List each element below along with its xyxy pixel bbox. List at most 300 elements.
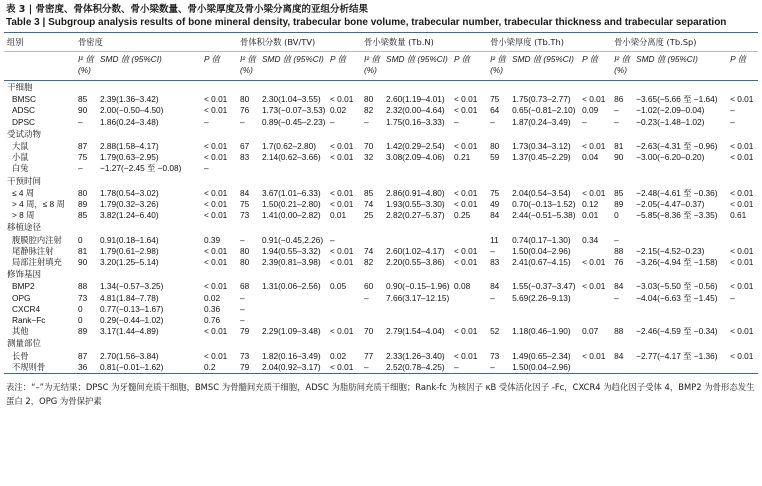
table-cell	[636, 315, 730, 326]
table-cell	[614, 315, 636, 326]
row-label: > 4 周，≤ 8 周	[12, 199, 65, 210]
table-cell: 84	[490, 281, 500, 292]
table-cell: –	[240, 234, 245, 245]
table-cell: < 0.01	[204, 187, 228, 198]
table-cell	[330, 163, 364, 174]
table-cell: 0.21	[454, 152, 471, 163]
table-row	[4, 163, 758, 174]
table-cell: 81	[614, 141, 624, 152]
table-caption	[0, 0, 762, 29]
table-cell: –	[614, 234, 619, 245]
table-cell: 0.34	[582, 234, 599, 245]
table-cell: 73	[240, 210, 250, 221]
table-cell: < 0.01	[204, 152, 228, 163]
table-cell: 3.08(2.09–4.06)	[386, 152, 445, 163]
table-cell: < 0.01	[582, 281, 606, 292]
table-cell	[614, 163, 636, 174]
table-row	[4, 315, 758, 326]
table-cell: –	[730, 292, 735, 303]
row-label: BMP2	[12, 281, 35, 292]
table-cell: −2.05(−4.47–0.37)	[636, 199, 705, 210]
group-label: 干预时间	[7, 176, 42, 187]
table-cell: 7.66(3.17–12.15)	[386, 292, 450, 303]
table-cell: 75	[490, 187, 500, 198]
table-cell: 1.75(0.73–2.77)	[512, 94, 571, 105]
table-cell: 1.86(0.24–3.48)	[100, 116, 159, 127]
table-cell: 79	[240, 326, 250, 337]
table-cell: 82	[364, 257, 374, 268]
table-cell	[330, 304, 364, 315]
row-label: DPSC	[12, 116, 36, 127]
table-cell: 0.61	[730, 210, 747, 221]
table-cell: 2.39(0.81–3.98)	[262, 257, 321, 268]
table-cell: 82	[364, 105, 374, 116]
table-cell: 0.01	[582, 210, 599, 221]
header-blank	[4, 52, 78, 81]
table-cell: < 0.01	[582, 94, 606, 105]
table-cell	[262, 315, 330, 326]
table-cell: 1.31(0.06–2.56)	[262, 281, 321, 292]
table-cell: < 0.01	[204, 105, 228, 116]
table-row	[4, 141, 758, 152]
table-cell	[582, 163, 614, 174]
table-cell: 2.79(1.54–4.04)	[386, 326, 445, 337]
caption-en: Table 3 | Subgroup analysis results of bone mineral density, trabecular bone volume, trabecular number, trabecular thickness and trabecular separation	[6, 17, 727, 28]
row-label: 白兔	[12, 163, 29, 174]
table-cell: 11	[490, 234, 499, 245]
header-i2: I² 值 (%)	[614, 52, 636, 81]
table-cell: 2.44(−0.51–5.38)	[512, 210, 576, 221]
table-cell	[614, 304, 636, 315]
table-cell: 0.65(−0.81–2.10)	[512, 105, 576, 116]
row-label: BMSC	[12, 94, 36, 105]
table-cell: < 0.01	[730, 281, 754, 292]
table-cell: –	[330, 234, 335, 245]
table-cell: < 0.01	[730, 187, 754, 198]
table-cell	[386, 235, 454, 246]
table-cell: 76	[614, 257, 624, 268]
table-cell: 90	[614, 152, 624, 163]
table-cell: –	[204, 163, 209, 174]
table-cell: < 0.01	[330, 361, 354, 372]
table-cell: 0.02	[204, 292, 221, 303]
table-cell: 1.49(0.65–2.34)	[512, 350, 571, 361]
header-smd: SMD 值 (95%CI)	[512, 52, 582, 81]
table-cell: < 0.01	[582, 141, 606, 152]
table-cell	[364, 315, 386, 326]
table-cell: 2.04(0.92–3.17)	[262, 361, 321, 372]
table-cell: < 0.01	[454, 326, 478, 337]
table-cell: < 0.01	[330, 199, 354, 210]
table-cell: 5.69(2.26–9.13)	[512, 292, 571, 303]
header-measure: 骨小梁数量 (Tb.N)	[364, 33, 490, 52]
table-cell: 0.36	[204, 303, 221, 314]
table-cell: –	[240, 315, 245, 326]
group-row	[4, 81, 758, 95]
caption-zh: 表 3 | 骨密度、骨体积分数、骨小梁数量、骨小梁厚度及骨小梁分离度的亚组分析结果	[6, 4, 369, 15]
table-cell	[636, 362, 730, 373]
table-cell: < 0.01	[454, 245, 478, 256]
row-label: 大鼠	[12, 141, 29, 152]
table-cell	[386, 163, 454, 174]
table-cell: < 0.01	[204, 141, 228, 152]
header-measure: 骨体积分数 (BV/TV)	[240, 33, 364, 52]
table-cell: 0.77(−0.13–1.67)	[100, 303, 164, 314]
table-cell: < 0.01	[730, 141, 754, 152]
table-cell: 2.82(0.27–5.37)	[386, 210, 445, 221]
table-cell: 59	[490, 152, 500, 163]
header-smd: SMD 值 (95%CI)	[262, 52, 330, 81]
table-cell: 79	[240, 361, 250, 372]
table-cell: 0	[78, 315, 83, 326]
table-cell: 0.70(−0.13–1.52)	[512, 199, 576, 210]
table-cell: 2.32(0.00–4.64)	[386, 105, 445, 116]
table-cell: –	[730, 105, 735, 116]
table-cell: 84	[614, 281, 624, 292]
table-cell: 1.18(0.46–1.90)	[512, 326, 571, 337]
table-cell: –	[730, 116, 735, 127]
table-cell: 52	[490, 326, 500, 337]
row-label: ≤ 4 周	[12, 187, 35, 198]
table-cell: 80	[240, 94, 250, 105]
table-cell: < 0.01	[730, 199, 754, 210]
table-cell	[386, 315, 454, 326]
table-cell	[364, 304, 386, 315]
table-cell: < 0.01	[730, 94, 754, 105]
header-p: P 值	[330, 52, 364, 81]
table-cell: 0.02	[330, 105, 347, 116]
header-i2: I² 值 (%)	[78, 52, 100, 81]
group-label: 干细胞	[7, 83, 33, 93]
table-cell: 0	[78, 234, 83, 245]
table-cell	[262, 293, 330, 304]
table-cell	[730, 304, 758, 315]
table-cell: 2.60(1.02–4.17)	[386, 245, 445, 256]
table-cell: < 0.01	[582, 187, 606, 198]
table-cell: 0.89(−0.45–2.23)	[262, 116, 326, 127]
table-cell: 2.70(1.56–3.84)	[100, 350, 159, 361]
table-cell	[262, 304, 330, 315]
table-cell: −5.85(−8.36 至 −3.35)	[636, 210, 718, 221]
row-label: 不规则骨	[12, 361, 46, 372]
table-cell	[636, 163, 730, 174]
table-cell: 2.04(0.54–3.54)	[512, 187, 571, 198]
table-cell: 3.20(1.25–5.14)	[100, 257, 159, 268]
table-cell: 0.74(0.17–1.30)	[512, 234, 571, 245]
table-cell: 1.34(−0.57–3.25)	[100, 281, 164, 292]
table-cell: 73	[78, 292, 88, 303]
table-cell	[582, 304, 614, 315]
table-cell: 1.7(0.62–2.80)	[262, 141, 316, 152]
table-cell: 0.76	[204, 315, 221, 326]
table-cell: 1.55(−0.37–3.47)	[512, 281, 576, 292]
row-label: 局部注射填充	[12, 257, 62, 268]
table-cell: –	[78, 163, 83, 174]
table-cell: < 0.01	[454, 187, 478, 198]
table-cell: 60	[364, 281, 374, 292]
table-cell: 80	[240, 245, 250, 256]
row-label: 其他	[12, 326, 29, 337]
table-cell: 1.79(0.63–2.95)	[100, 152, 159, 163]
table-cell: −2.77(−4.17 至 −1.36)	[636, 350, 718, 361]
table-cell	[364, 235, 386, 246]
table-cell: −2.46(−4.59 至 −0.34)	[636, 326, 718, 337]
table-row	[4, 304, 758, 315]
table-cell: < 0.01	[330, 152, 354, 163]
table-cell: 0.25	[454, 210, 471, 221]
table-cell: < 0.01	[454, 350, 478, 361]
table-cell	[730, 163, 758, 174]
table-cell: 89	[614, 199, 624, 210]
table-cell: 2.00(−0.50–4.50)	[100, 105, 164, 116]
table-cell: 4.81(1.84–7.78)	[100, 292, 159, 303]
header-group: 组别	[4, 33, 78, 52]
group-label: 测量部位	[7, 339, 42, 350]
group-label: 修饰基因	[7, 270, 42, 281]
group-row	[4, 221, 758, 234]
table-cell: 1.82(0.16–3.49)	[262, 350, 321, 361]
header-i2: I² 值 (%)	[490, 52, 512, 81]
table-cell: 0.08	[454, 281, 471, 292]
table-cell: –	[614, 105, 619, 116]
table-cell: −2.15(−4.52–0.23)	[636, 245, 705, 256]
table-cell: 0	[78, 303, 83, 314]
header-i2: I² 值 (%)	[240, 52, 262, 81]
table-cell: < 0.01	[330, 187, 354, 198]
table-cell: −4.04(−6.63 至 −1.45)	[636, 292, 718, 303]
table-cell	[512, 163, 582, 174]
table-cell: −1.27(−2.45 至 −0.08)	[100, 163, 182, 174]
table-cell: < 0.01	[204, 281, 228, 292]
row-label: CXCR4	[12, 303, 41, 314]
table-cell: −3.65(−5.66 至 −1.64)	[636, 94, 718, 105]
table-cell: 77	[364, 350, 374, 361]
header-row-measures	[4, 33, 758, 52]
table-cell: 0.07	[582, 326, 599, 337]
table-cell: 88	[614, 245, 624, 256]
table-row	[4, 94, 758, 105]
header-row-stats	[4, 52, 758, 81]
table-cell: –	[78, 116, 83, 127]
group-row	[4, 175, 758, 188]
table-cell: < 0.01	[204, 199, 228, 210]
table-cell: 2.33(1.26–3.40)	[386, 350, 445, 361]
table-cell: 2.30(1.04–3.55)	[262, 94, 321, 105]
table-cell: < 0.01	[582, 350, 606, 361]
table-cell: < 0.01	[454, 94, 478, 105]
table-cell	[730, 235, 758, 246]
table-cell: 2.86(0.91–4.80)	[386, 187, 445, 198]
table-cell: 1.87(0.24–3.49)	[512, 116, 571, 127]
table-cell: −1.02(−2.09–0.04)	[636, 105, 705, 116]
table-cell	[330, 315, 364, 326]
table-cell: 0.90(−0.15–1.96)	[386, 281, 450, 292]
table-cell: < 0.01	[204, 326, 228, 337]
table-cell: 87	[78, 350, 88, 361]
table-cell: –	[240, 292, 245, 303]
table-cell: 1.42(0.29–2.54)	[386, 141, 445, 152]
header-p: P 值	[454, 52, 490, 81]
table-row	[4, 152, 758, 163]
table-cell: 73	[490, 350, 500, 361]
table-row	[4, 326, 758, 337]
group-row	[4, 337, 758, 350]
table-row	[4, 105, 758, 116]
table-cell: 0	[614, 210, 619, 221]
table-cell: 74	[364, 199, 374, 210]
row-label: OPG	[12, 292, 31, 303]
table-cell	[730, 315, 758, 326]
table-cell	[636, 304, 730, 315]
table-cell: –	[454, 361, 459, 372]
table-cell: 2.60(1.19–4.01)	[386, 94, 445, 105]
table-cell: < 0.01	[330, 94, 354, 105]
table-cell: –	[364, 116, 369, 127]
table-cell: 84	[614, 350, 624, 361]
table-cell: 85	[614, 187, 624, 198]
row-label: ADSC	[12, 105, 36, 116]
table-cell: < 0.01	[204, 94, 228, 105]
table-cell: 36	[78, 361, 88, 372]
table-cell: 90	[78, 105, 88, 116]
table-cell: < 0.01	[204, 350, 228, 361]
table-cell: −2.48(−4.61 至 −0.36)	[636, 187, 718, 198]
table-cell: –	[240, 303, 245, 314]
table-cell: 2.20(0.55–3.86)	[386, 257, 445, 268]
table-row	[4, 199, 758, 210]
table-cell: 2.14(0.62–3.66)	[262, 152, 321, 163]
table-cell: 3.67(1.01–6.33)	[262, 187, 321, 198]
table-cell	[262, 163, 330, 174]
table-cell: 0.91(0.18–1.64)	[100, 234, 159, 245]
table-cell: < 0.01	[454, 199, 478, 210]
table-cell: –	[364, 361, 369, 372]
table-cell: < 0.01	[330, 326, 354, 337]
table-cell: –	[490, 361, 495, 372]
table-cell: 1.79(0.32–3.26)	[100, 199, 159, 210]
table-cell: 3.17(1.44–4.89)	[100, 326, 159, 337]
table-cell: < 0.01	[204, 210, 228, 221]
table-cell: 0.2	[204, 361, 216, 372]
table-cell: 2.29(1.09–3.48)	[262, 326, 321, 337]
table-cell	[614, 362, 636, 373]
table-cell: < 0.01	[330, 257, 354, 268]
table-row	[4, 351, 758, 362]
table-cell: 1.50(0.21–2.80)	[262, 199, 321, 210]
table-cell: −2.63(−4.31 至 −0.96)	[636, 141, 718, 152]
table-cell: 0.29(−0.44–1.02)	[100, 315, 164, 326]
table-cell: 2.39(1.36–3.42)	[100, 94, 159, 105]
header-smd: SMD 值 (95%CI)	[100, 52, 204, 81]
table-cell: 75	[240, 199, 250, 210]
table-cell: 67	[240, 141, 250, 152]
table-row	[4, 293, 758, 304]
table-cell: 1.79(0.61–2.98)	[100, 245, 159, 256]
table-cell: –	[454, 116, 459, 127]
table-cell: 89	[78, 199, 88, 210]
table-cell	[636, 235, 730, 246]
table-cell: 64	[490, 105, 500, 116]
table-cell: 1.50(0.04–2.96)	[512, 245, 571, 256]
table-cell: < 0.01	[730, 350, 754, 361]
table-cell: 81	[78, 245, 88, 256]
table-cell: 88	[78, 281, 88, 292]
table-cell: 74	[364, 245, 374, 256]
header-smd: SMD 值 (95%CI)	[386, 52, 454, 81]
table-cell: –	[490, 116, 495, 127]
table-cell: 80	[490, 141, 500, 152]
table-cell: 0.04	[582, 152, 599, 163]
table-cell	[454, 315, 490, 326]
table-cell: < 0.01	[204, 257, 228, 268]
table-cell	[454, 293, 490, 304]
header-smd: SMD 值 (95%CI)	[636, 52, 730, 81]
table-row	[4, 362, 758, 373]
table-cell: < 0.01	[730, 257, 754, 268]
table-cell	[386, 304, 454, 315]
table-cell: 88	[614, 326, 624, 337]
row-label: 腹膜腔内注射	[12, 234, 62, 245]
table-cell: –	[614, 116, 619, 127]
table-cell	[512, 304, 582, 315]
table-cell	[582, 246, 614, 257]
table-cell: < 0.01	[204, 245, 228, 256]
table-cell: 0.39	[204, 234, 221, 245]
table-cell	[512, 315, 582, 326]
table-row	[4, 257, 758, 268]
table-cell: < 0.01	[730, 152, 754, 163]
table-cell: 80	[364, 94, 374, 105]
table-cell: < 0.01	[730, 326, 754, 337]
subgroup-table	[4, 33, 758, 373]
row-label: 尾静脉注射	[12, 245, 54, 256]
table-cell: −0.23(−1.48–1.02)	[636, 116, 705, 127]
table-cell	[454, 163, 490, 174]
table-cell: 1.75(0.16–3.33)	[386, 116, 445, 127]
table-cell	[330, 293, 364, 304]
table-cell: 0.81(−0.01–1.62)	[100, 361, 164, 372]
table-cell: 83	[240, 152, 250, 163]
table-row	[4, 188, 758, 199]
table-cell: 0.01	[330, 210, 347, 221]
header-p: P 值	[582, 52, 614, 81]
table-cell: 1.94(0.55–3.32)	[262, 245, 321, 256]
table-cell: < 0.01	[582, 257, 606, 268]
table-cell: 75	[78, 152, 88, 163]
table-cell: < 0.01	[330, 141, 354, 152]
table-cell: < 0.01	[454, 257, 478, 268]
table-cell: 76	[240, 105, 250, 116]
table-cell: 0.12	[582, 199, 599, 210]
table-cell	[240, 163, 262, 174]
group-label: 受试动物	[7, 129, 42, 140]
table-cell: < 0.01	[730, 245, 754, 256]
table-cell: −3.00(−6.20–0.20)	[636, 152, 705, 163]
table-cell: 75	[490, 94, 500, 105]
table-cell: –	[364, 292, 369, 303]
table-cell: 1.41(0.00–2.82)	[262, 210, 321, 221]
table-cell: –	[614, 292, 619, 303]
header-measure: 骨小梁厚度 (Tb.Th)	[490, 33, 614, 52]
table-cell: 25	[364, 210, 374, 221]
table-cell	[490, 315, 512, 326]
table-cell: −3.03(−5.50 至 −0.56)	[636, 281, 718, 292]
table-cell: 70	[364, 326, 374, 337]
group-label: 移植途径	[7, 223, 42, 234]
table-cell: –	[490, 245, 495, 256]
table-note: 表注：“–”为无结果；DPSC 为牙髓间充质干细胞，BMSC 为骨髓间充质干细胞，ADSC 为脂肪间充质干细胞；Rank-fc 为核因子 κB 受体活化因子 -Fc，CXCR4 为趋化因子受体 4，BMP2 为骨形态发生蛋白 2，OPG 为骨保护素	[6, 382, 755, 407]
table-cell: 86	[614, 94, 624, 105]
